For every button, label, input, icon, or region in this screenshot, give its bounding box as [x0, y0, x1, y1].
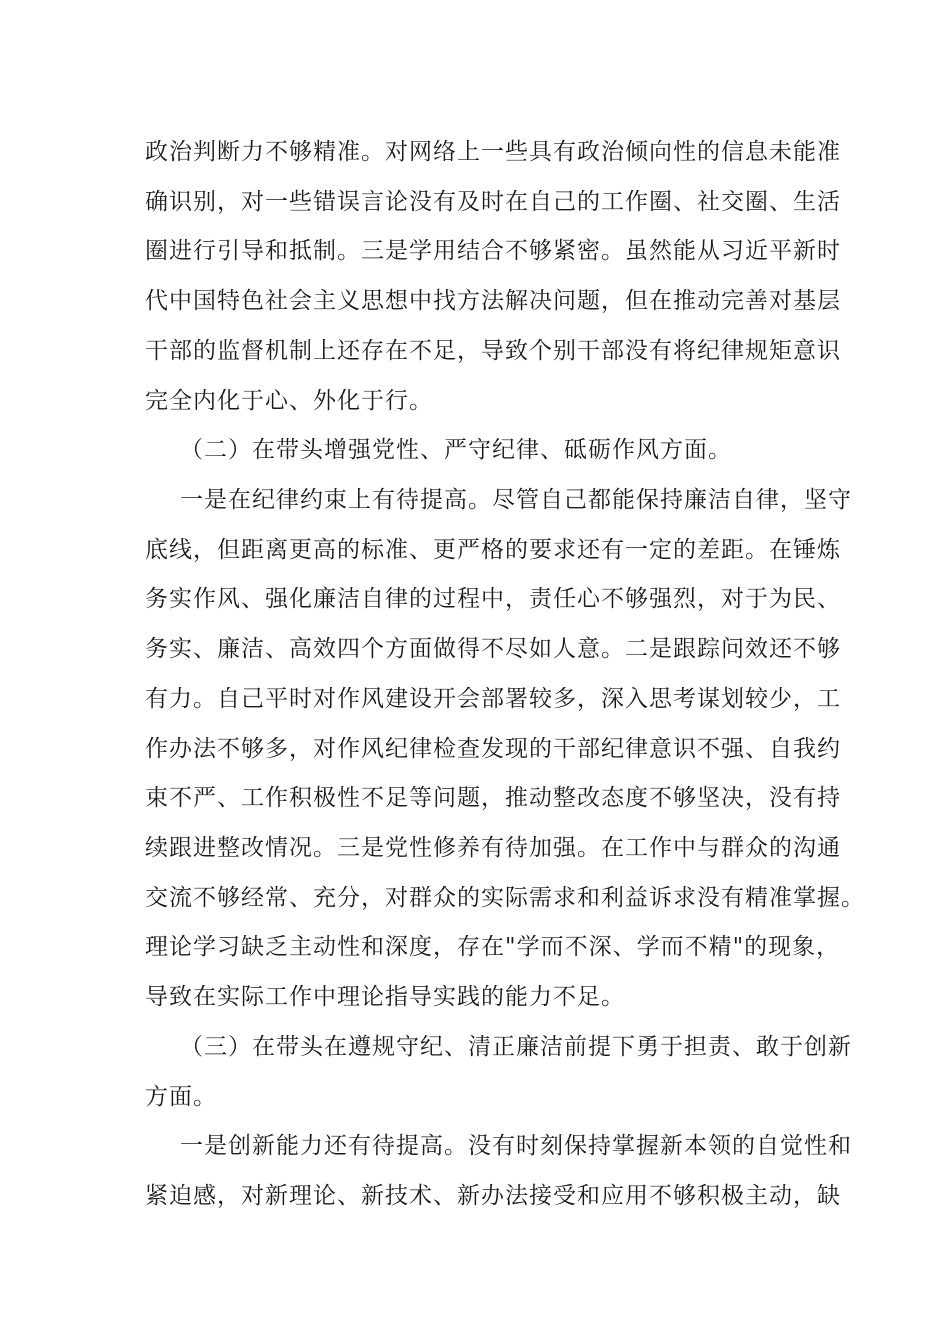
text-line-9: 底线，但距离更高的标准、更严格的要求还有一定的差距。在锤炼 — [145, 537, 841, 563]
text-line-3: 圈进行引导和抵制。三是学用结合不够紧密。虽然能从习近平新时 — [145, 238, 841, 264]
text-line-15: 续跟进整改情况。三是党性修养有待加强。在工作中与群众的沟通 — [145, 835, 841, 861]
text-line-1: 政治判断力不够精准。对网络上一些具有政治倾向性的信息未能准 — [145, 139, 841, 165]
text-line-16: 交流不够经常、充分，对群众的实际需求和利益诉求没有精准掌握。 — [145, 885, 865, 911]
text-line-17: 理论学习缺乏主动性和深度，存在"学而不深、学而不精"的现象， — [145, 934, 841, 960]
text-line-8: 一是在纪律约束上有待提高。尽管自己都能保持廉洁自律，坚守 — [180, 487, 852, 513]
text-line-12: 有力。自己平时对作风建设开会部署较多，深入思考谋划较少，工 — [145, 686, 841, 712]
text-line-2: 确识别，对一些错误言论没有及时在自己的工作圈、社交圈、生活 — [145, 189, 841, 215]
text-line-10: 务实作风、强化廉洁自律的过程中，责任心不够强烈，对于为民、 — [145, 586, 841, 612]
text-line-20: 方面。 — [145, 1084, 217, 1110]
text-line-6: 完全内化于心、外化于行。 — [145, 388, 433, 414]
text-line-21: 一是创新能力还有待提高。没有时刻保持掌握新本领的自觉性和 — [180, 1133, 852, 1159]
text-line-4: 代中国特色社会主义思想中找方法解决问题，但在推动完善对基层 — [145, 288, 841, 314]
text-line-18: 导致在实际工作中理论指导实践的能力不足。 — [145, 984, 625, 1010]
text-line-22: 紧迫感，对新理论、新技术、新办法接受和应用不够积极主动，缺 — [145, 1183, 841, 1209]
section-heading-3: （三）在带头在遵规守纪、清正廉洁前提下勇于担责、敢于创新 — [180, 1034, 852, 1060]
text-line-13: 作办法不够多，对作风纪律检查发现的干部纪律意识不强、自我约 — [145, 736, 841, 762]
text-line-14: 束不严、工作积极性不足等问题，推动整改态度不够坚决，没有持 — [145, 785, 841, 811]
text-line-5: 干部的监督机制上还存在不足，导致个别干部没有将纪律规矩意识 — [145, 338, 841, 364]
text-line-11: 务实、廉洁、高效四个方面做得不尽如人意。二是跟踪问效还不够 — [145, 636, 841, 662]
section-heading-2: （二）在带头增强党性、严守纪律、砥砺作风方面。 — [180, 437, 732, 463]
